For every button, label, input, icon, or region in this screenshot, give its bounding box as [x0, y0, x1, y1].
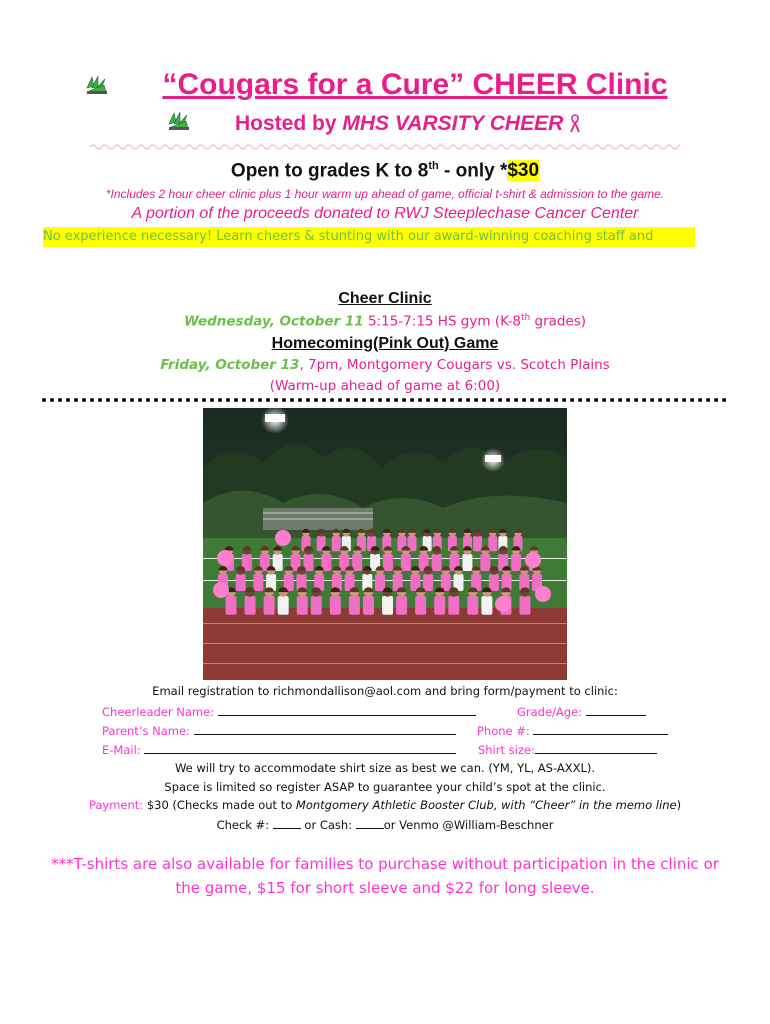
shirt-size-note: We will try to accommodate shirt size as best we can. (YM, YL, AS-AXXL).	[174, 761, 596, 775]
grade-age-label: Grade/Age:	[517, 705, 583, 719]
cash-label: or Cash:	[300, 818, 356, 832]
grade-age-field[interactable]	[586, 704, 646, 716]
phone-label: Phone #:	[477, 724, 530, 738]
phone-field[interactable]	[533, 723, 668, 735]
dotted-divider	[42, 398, 727, 408]
payment-close: )	[676, 798, 682, 812]
game-detail: , 7pm, Montgomery Cougars vs. Scotch Plains	[299, 357, 610, 373]
phone-row	[477, 723, 668, 738]
pom-pom-icon	[166, 110, 192, 132]
check-label: Check #:	[216, 818, 273, 832]
team-photo	[203, 408, 567, 680]
parent-name-label: Parent’s Name:	[102, 724, 190, 738]
email-field[interactable]	[144, 742, 456, 754]
game-day: Friday, October 13	[160, 357, 300, 373]
payment-payee: Montgomery Athletic Booster Club, with “Cheer” in the memo line	[295, 798, 677, 812]
flyer-title: “Cougars for a Cure” CHEER Clinic	[162, 68, 668, 101]
email-instructions: Email registration to richmondallison@aol.com and bring form/payment to clinic:	[152, 684, 618, 698]
pink-ribbon-icon	[569, 113, 581, 133]
check-number-field[interactable]	[273, 817, 301, 829]
check-cash-venmo-line	[0, 817, 770, 832]
email-label: E-Mail:	[102, 743, 141, 757]
cash-field[interactable]	[356, 817, 384, 829]
venmo-label: or Venmo @William-Beschner	[383, 818, 554, 832]
payment-text: $30 (Checks made out to	[143, 798, 296, 812]
grade-age-row	[517, 704, 646, 719]
decorative-squiggle	[90, 140, 680, 154]
clinic-detail: 5:15-7:15 HS gym (K-8	[363, 313, 521, 330]
cheerleader-name-field[interactable]	[218, 704, 476, 716]
proceeds-note: A portion of the proceeds donated to RWJ Steeplechase Cancer Center	[131, 205, 639, 222]
game-heading: Homecoming(Pink Out) Game	[271, 335, 499, 352]
game-details	[0, 357, 770, 373]
no-experience-banner: No experience necessary! Learn cheers & stunting with our award-winning coaching staff and	[43, 227, 695, 247]
cheerleader-name-label: Cheerleader Name:	[102, 705, 215, 719]
hosted-prefix: Hosted by	[235, 112, 343, 135]
open-mid: - only *	[438, 160, 508, 182]
clinic-day: Wednesday, October 11	[183, 313, 364, 330]
parent-name-field[interactable]	[194, 723, 456, 735]
includes-note: *Includes 2 hour cheer clinic plus 1 hour warm up ahead of game, official t-shirt & admission to the game.	[105, 187, 665, 201]
email-row	[102, 742, 456, 757]
clinic-end: grades)	[530, 313, 587, 330]
cheerleader-name-row	[102, 704, 476, 719]
parent-name-row	[102, 723, 456, 738]
space-limited-note: Space is limited so register ASAP to guarantee your child’s spot at the clinic.	[164, 780, 606, 794]
hosted-name: MHS VARSITY CHEER	[342, 112, 564, 135]
shirt-size-label: Shirt size:	[478, 743, 535, 757]
hosted-by-line	[235, 112, 581, 136]
shirt-size-field[interactable]	[535, 742, 657, 754]
payment-label: Payment:	[88, 798, 144, 812]
price-highlight: $30	[507, 160, 540, 182]
open-sup: th	[428, 160, 439, 172]
clinic-sup: th	[520, 313, 531, 323]
payment-line	[0, 798, 770, 812]
warmup-note: (Warm-up ahead of game at 6:00)	[269, 378, 501, 394]
tshirt-availability-note: ***T-shirts are also available for families to purchase without participation in the clinic or the game, $15 for short sleeve and $22 for long sleeve.	[51, 855, 719, 897]
shirt-size-row	[478, 742, 657, 757]
grades-price-line	[0, 160, 770, 182]
open-prefix: Open to grades K to 8	[230, 160, 429, 182]
clinic-details	[0, 313, 770, 330]
clinic-heading: Cheer Clinic	[338, 290, 432, 307]
